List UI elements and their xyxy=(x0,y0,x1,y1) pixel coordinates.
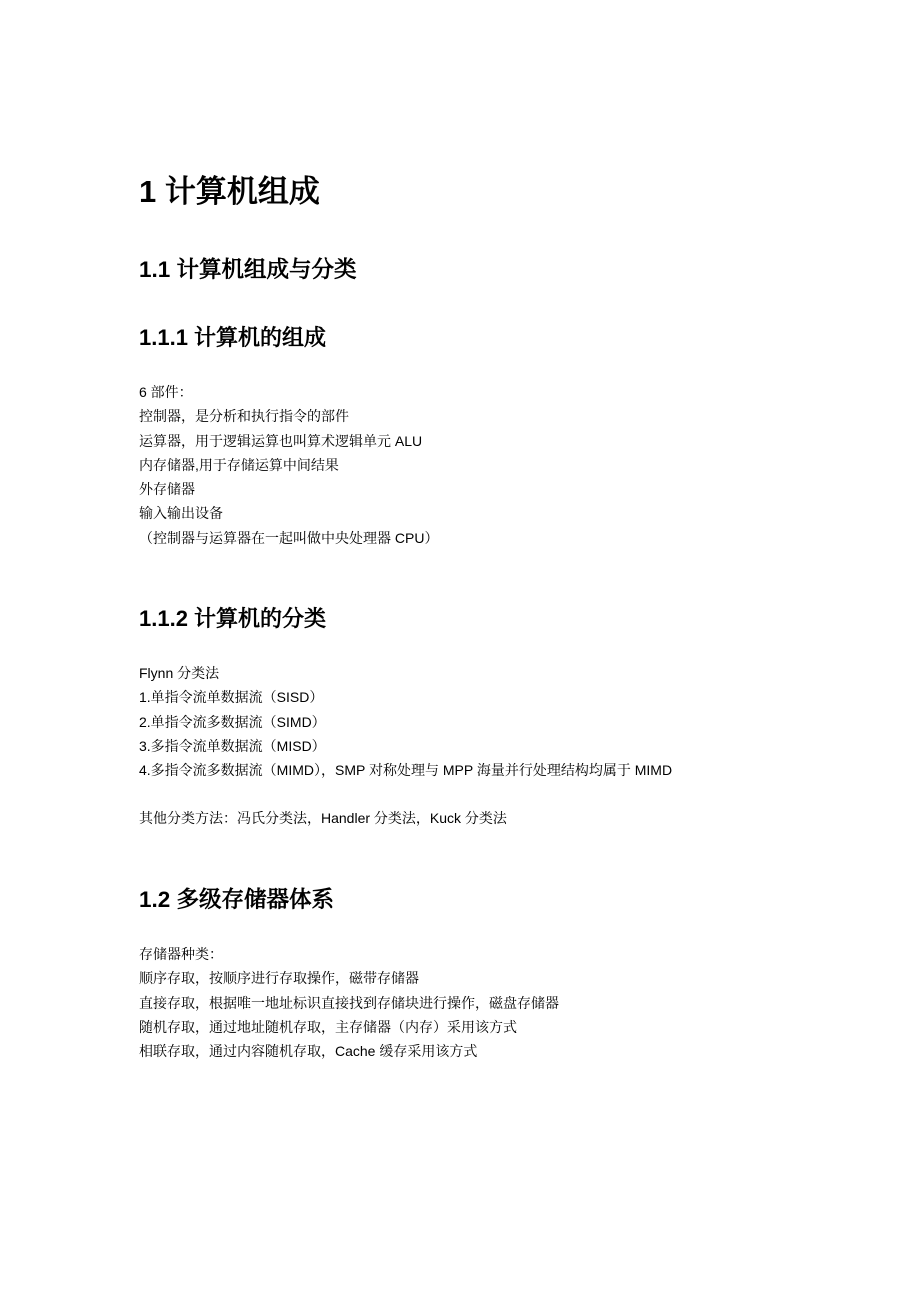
paragraph-line: 存储器种类： xyxy=(139,946,223,962)
paragraph-line: 其他分类方法：冯氏分类法，Handler 分类法，Kuck 分类法 xyxy=(139,810,507,826)
paragraph-line: 输入输出设备 xyxy=(139,505,223,522)
paragraph-line: 3.多指令流单数据流（MISD） xyxy=(139,737,326,754)
paragraph-line: Flynn 分类法 xyxy=(139,665,220,681)
paragraph-line: 相联存取，通过内容随机存取，Cache 缓存采用该方式 xyxy=(139,1043,478,1060)
paragraph-line: 顺序存取，按顺序进行存取操作，磁带存储器 xyxy=(139,970,419,987)
paragraph-line: 运算器，用于逻辑运算也叫算术逻辑单元 ALU xyxy=(139,432,423,449)
paragraph-line: 内存储器,用于存储运算中间结果 xyxy=(139,456,339,473)
paragraph-line: 4.多指令流多数据流（MIMD），SMP 对称处理与 MPP 海量并行处理结构均属于 MIMD xyxy=(139,762,673,779)
classification-paragraph xyxy=(139,661,859,782)
other-classification-paragraph xyxy=(139,806,859,830)
subsection-title-1-1-1: 1.1.1 计算机的组成 xyxy=(139,325,327,350)
paragraph-line: 外存储器 xyxy=(139,481,195,498)
section-title-1-1: 1.1 计算机组成与分类 xyxy=(139,257,357,282)
paragraph-line: 6 部件： xyxy=(139,384,193,400)
storage-types-paragraph xyxy=(139,942,859,1063)
paragraph-line: 直接存取，根据唯一地址标识直接找到存储块进行操作，磁盘存储器 xyxy=(139,994,559,1011)
paragraph-line: 控制器，是分析和执行指令的部件 xyxy=(139,408,349,425)
paragraph-line: 随机存取，通过地址随机存取，主存储器（内存）采用该方式 xyxy=(139,1018,517,1035)
chapter-title: 1 计算机组成 xyxy=(139,174,320,209)
paragraph-line: （控制器与运算器在一起叫做中央处理器 CPU） xyxy=(139,529,439,546)
paragraph-line: 1.单指令流单数据流（SISD） xyxy=(139,689,324,706)
section-title-1-2: 1.2 多级存储器体系 xyxy=(139,887,335,912)
paragraph-line: 2.单指令流多数据流（SIMD） xyxy=(139,713,326,730)
subsection-title-1-1-2: 1.1.2 计算机的分类 xyxy=(139,606,327,631)
components-paragraph xyxy=(139,380,859,550)
